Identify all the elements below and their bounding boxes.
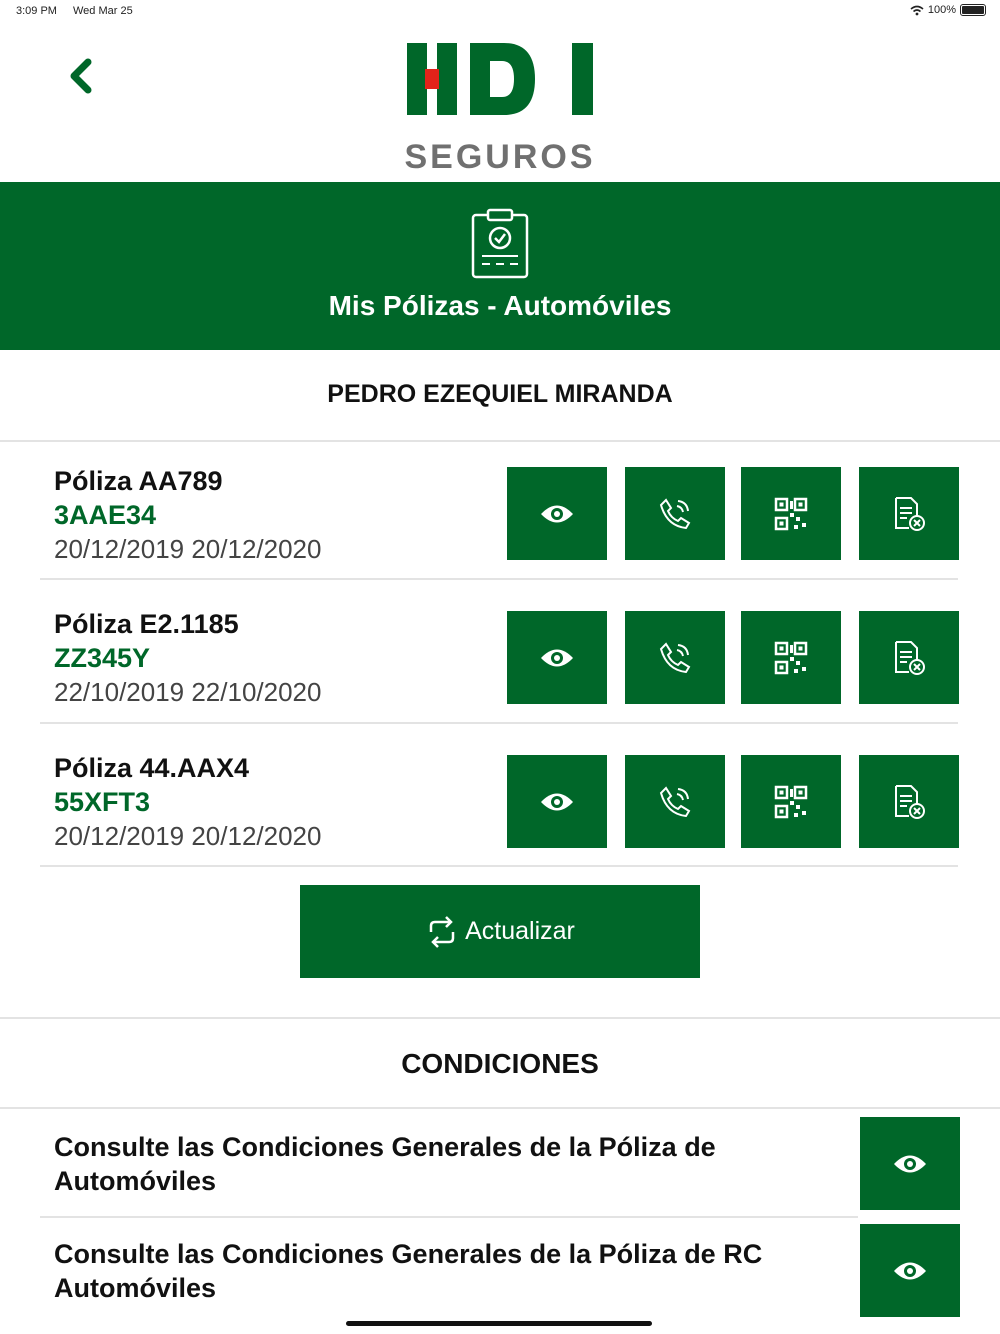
wifi-icon xyxy=(910,5,924,16)
phone-icon xyxy=(657,640,693,676)
policy-dates: 22/10/2019 22/10/2020 xyxy=(54,677,322,707)
eye-icon xyxy=(540,647,574,669)
document-cancel-icon xyxy=(892,496,926,532)
home-indicator[interactable] xyxy=(346,1321,652,1326)
qr-code-icon xyxy=(774,785,808,819)
policy-name: Póliza 44.AAX4 xyxy=(54,753,250,783)
refresh-icon xyxy=(425,914,459,950)
divider xyxy=(40,1216,858,1218)
hdi-logo-mark xyxy=(400,38,600,124)
refresh-label: Actualizar xyxy=(465,917,575,945)
view-policy-button[interactable] xyxy=(507,611,607,704)
back-button[interactable] xyxy=(62,52,102,100)
policy-dates: 20/12/2019 20/12/2020 xyxy=(54,534,322,564)
cancel-policy-document-button[interactable] xyxy=(859,755,959,848)
divider xyxy=(40,865,958,867)
battery-icon xyxy=(960,4,986,16)
qr-code-button[interactable] xyxy=(741,611,841,704)
divider xyxy=(0,440,1000,442)
qr-code-icon xyxy=(774,497,808,531)
refresh-button[interactable] xyxy=(300,885,700,978)
policy-name: Póliza AA789 xyxy=(54,466,223,496)
call-assistance-button[interactable] xyxy=(625,467,725,560)
conditions-item-rc-auto: Consulte las Condiciones Generales de la Póliza de RC Automóviles xyxy=(54,1239,763,1303)
divider xyxy=(0,1017,1000,1019)
policy-plate: ZZ345Y xyxy=(54,643,151,673)
clipboard-check-icon xyxy=(470,208,530,280)
document-cancel-icon xyxy=(892,640,926,676)
policy-item xyxy=(54,751,494,853)
hdi-seguros-logo xyxy=(400,38,600,176)
view-conditions-auto-button[interactable] xyxy=(860,1117,960,1210)
cancel-policy-document-button[interactable] xyxy=(859,467,959,560)
qr-code-button[interactable] xyxy=(741,467,841,560)
divider xyxy=(0,1107,1000,1109)
policy-plate: 55XFT3 xyxy=(54,787,151,817)
status-date: Wed Mar 25 xyxy=(73,5,133,17)
divider xyxy=(40,722,958,724)
view-conditions-rc-auto-button[interactable] xyxy=(860,1224,960,1317)
phone-icon xyxy=(657,784,693,820)
eye-icon xyxy=(540,503,574,525)
cancel-policy-document-button[interactable] xyxy=(859,611,959,704)
divider xyxy=(40,578,958,580)
policy-holder-name: PEDRO EZEQUIEL MIRANDA xyxy=(327,380,673,408)
page-title: Mis Pólizas - Automóviles xyxy=(328,290,672,321)
status-right xyxy=(910,4,986,16)
eye-icon xyxy=(540,791,574,813)
status-bar xyxy=(0,0,1000,24)
call-assistance-button[interactable] xyxy=(625,611,725,704)
eye-icon xyxy=(893,1260,927,1282)
view-policy-button[interactable] xyxy=(507,467,607,560)
policy-item xyxy=(54,464,494,566)
eye-icon xyxy=(893,1153,927,1175)
section-header xyxy=(0,182,1000,350)
qr-code-button[interactable] xyxy=(741,755,841,848)
conditions-title: CONDICIONES xyxy=(401,1048,599,1079)
call-assistance-button[interactable] xyxy=(625,755,725,848)
status-time: 3:09 PM xyxy=(16,5,57,17)
qr-code-icon xyxy=(774,641,808,675)
policy-plate: 3AAE34 xyxy=(54,500,157,530)
view-policy-button[interactable] xyxy=(507,755,607,848)
phone-icon xyxy=(657,496,693,532)
chevron-left-icon xyxy=(62,52,102,100)
policy-name: Póliza E2.1185 xyxy=(54,609,239,639)
logo-subtitle: SEGUROS xyxy=(404,138,596,176)
battery-percent: 100% xyxy=(927,4,956,16)
document-cancel-icon xyxy=(892,784,926,820)
conditions-item-auto: Consulte las Condiciones Generales de la Póliza de Automóviles xyxy=(54,1132,716,1196)
policy-dates: 20/12/2019 20/12/2020 xyxy=(54,821,322,851)
policy-item xyxy=(54,607,494,709)
